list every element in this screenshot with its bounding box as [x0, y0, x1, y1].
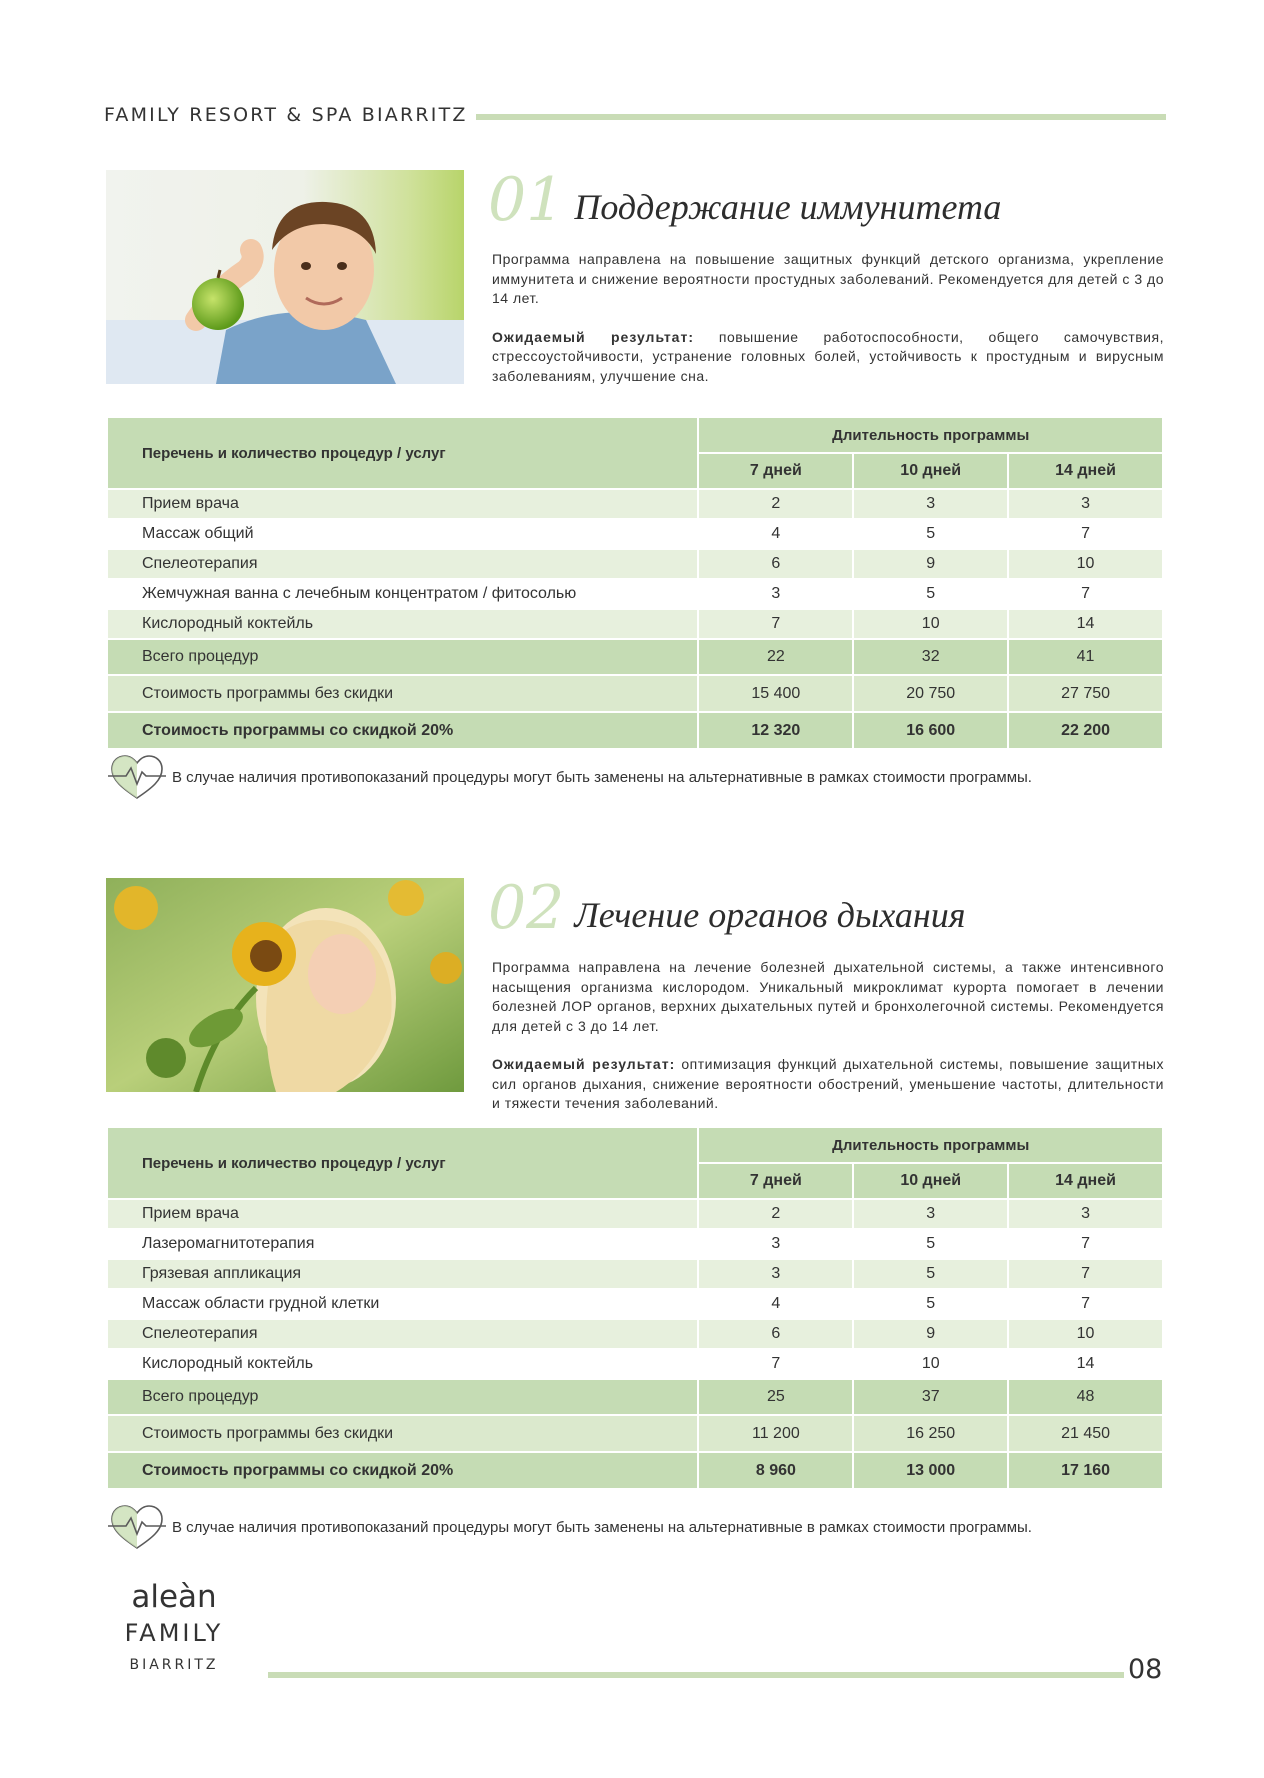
value-7: 4 [698, 519, 853, 549]
program-table [106, 1126, 1164, 1490]
procedure-name: Грязевая аппликация [107, 1259, 698, 1289]
procedure-name: Жемчужная ванна с лечебным концентратом / фитосолью [107, 579, 698, 609]
price-no-discount-label: Стоимость программы без скидки [107, 675, 698, 712]
value-10: 5 [853, 579, 1008, 609]
price-7: 11 200 [698, 1415, 853, 1452]
price-discount-row [107, 712, 1163, 749]
total-10: 37 [853, 1379, 1008, 1415]
value-14: 7 [1008, 1229, 1163, 1259]
value-14: 7 [1008, 519, 1163, 549]
value-7: 7 [698, 1349, 853, 1379]
program-heading [488, 873, 1164, 943]
col-10-days: 10 дней [853, 453, 1008, 489]
price-no-discount-row [107, 675, 1163, 712]
alean-family-logo [104, 1578, 244, 1676]
table-row [107, 1229, 1163, 1259]
value-10: 9 [853, 1319, 1008, 1349]
price-14: 21 450 [1008, 1415, 1163, 1452]
discount-price-7: 12 320 [698, 712, 853, 749]
value-10: 10 [853, 1349, 1008, 1379]
total-row [107, 639, 1163, 675]
description-text: Программа направлена на повышение защитных функций детского организма, укрепление иммунитета и снижение вероятности простудных заболеваний. Рекомендуется для детей с 3 до 14 лет. [492, 251, 1164, 306]
note-text: В случае наличия противопоказаний процедуры могут быть заменены на альтернативные в рамках стоимости программы. [172, 1518, 1032, 1536]
discount-price-10: 13 000 [853, 1452, 1008, 1489]
table-header-row [107, 1127, 1163, 1163]
expected-result [492, 1055, 1164, 1114]
table-row [107, 1349, 1163, 1379]
procedure-name: Спелеотерапия [107, 549, 698, 579]
value-10: 3 [853, 1199, 1008, 1229]
table-row [107, 519, 1163, 549]
boy-with-apple-photo [106, 170, 464, 384]
table-header-row [107, 417, 1163, 453]
procedure-name: Массаж общий [107, 519, 698, 549]
value-10: 9 [853, 549, 1008, 579]
total-7: 25 [698, 1379, 853, 1415]
duration-header: Длительность программы [698, 1127, 1163, 1163]
table-row [107, 1259, 1163, 1289]
result-text: повышение работоспособности, общего самочувствия, стрессоустойчивости, устранение головных болей, устойчивость к простудным и вирусным заболеваниям, улучшение сна. [492, 328, 1164, 384]
result-text: оптимизация функций дыхательной системы, повышение защитных сил органов дыхания, снижение вероятности обострений, уменьшение частоты, длительности и тяжести течения заболеваний. [492, 1056, 1164, 1111]
program-number: 02 [488, 873, 565, 943]
total-14: 48 [1008, 1379, 1163, 1415]
discount-price-10: 16 600 [853, 712, 1008, 749]
logo-family: FAMILY [124, 1619, 224, 1647]
procedure-name: Спелеотерапия [107, 1319, 698, 1349]
value-10: 5 [853, 519, 1008, 549]
value-7: 6 [698, 1319, 853, 1349]
value-7: 7 [698, 609, 853, 639]
col-14-days: 14 дней [1008, 1163, 1163, 1199]
procedure-name: Лазеромагнитотерапия [107, 1229, 698, 1259]
result-label: Ожидаемый результат: [492, 1056, 676, 1072]
value-10: 5 [853, 1289, 1008, 1319]
total-row [107, 1379, 1163, 1415]
total-14: 41 [1008, 639, 1163, 675]
program-number: 01 [488, 165, 565, 235]
total-label: Всего процедур [107, 639, 698, 675]
program-description [492, 250, 1164, 386]
value-10: 5 [853, 1229, 1008, 1259]
page-header [104, 100, 1166, 130]
procedure-name: Прием врача [107, 1199, 698, 1229]
discount-price-7: 8 960 [698, 1452, 853, 1489]
price-7: 15 400 [698, 675, 853, 712]
value-7: 4 [698, 1289, 853, 1319]
table-row [107, 549, 1163, 579]
table-row [107, 579, 1163, 609]
discount-price-14: 22 200 [1008, 712, 1163, 749]
value-10: 10 [853, 609, 1008, 639]
value-14: 7 [1008, 1259, 1163, 1289]
girl-with-sunflower-photo [106, 878, 464, 1092]
col-7-days: 7 дней [698, 453, 853, 489]
value-14: 10 [1008, 549, 1163, 579]
program-title: Лечение органов дыхания [574, 895, 966, 935]
procedure-name: Массаж области грудной клетки [107, 1289, 698, 1319]
price-discount-label: Стоимость программы со скидкой 20% [107, 712, 698, 749]
contraindication-note [106, 1502, 1164, 1552]
logo-location: BIARRITZ [129, 1657, 219, 1673]
value-7: 2 [698, 1199, 853, 1229]
value-7: 3 [698, 1259, 853, 1289]
heart-pulse-icon [106, 1502, 168, 1552]
services-header: Перечень и количество процедур / услуг [107, 417, 698, 489]
value-10: 5 [853, 1259, 1008, 1289]
total-7: 22 [698, 639, 853, 675]
note-text: В случае наличия противопоказаний процедуры могут быть заменены на альтернативные в рамках стоимости программы. [172, 768, 1032, 786]
col-10-days: 10 дней [853, 1163, 1008, 1199]
procedure-name: Кислородный коктейль [107, 1349, 698, 1379]
description-text: Программа направлена на лечение болезней дыхательной системы, а также интенсивного насыщения организма кислородом. Уникальный микроклимат курорта помогает в лечении болезней ЛОР органов, верхних дыхательных путей и бронхолегочной системы. Рекомендуется для детей с 3 до 14 лет. [492, 959, 1164, 1034]
contraindication-note [106, 752, 1164, 802]
table-row [107, 1319, 1163, 1349]
program-heading [488, 165, 1164, 235]
procedure-name: Прием врача [107, 489, 698, 519]
price-no-discount-row [107, 1415, 1163, 1452]
program-table [106, 416, 1164, 750]
expected-result [492, 328, 1164, 387]
program-description [492, 958, 1164, 1114]
value-14: 7 [1008, 579, 1163, 609]
table-row [107, 1289, 1163, 1319]
value-14: 3 [1008, 489, 1163, 519]
discount-price-14: 17 160 [1008, 1452, 1163, 1489]
header-title: FAMILY RESORT & SPA BIARRITZ [104, 104, 468, 126]
table-row [107, 489, 1163, 519]
total-10: 32 [853, 639, 1008, 675]
services-header: Перечень и количество процедур / услуг [107, 1127, 698, 1199]
duration-header: Длительность программы [698, 417, 1163, 453]
program-title: Поддержание иммунитета [574, 187, 1002, 227]
price-14: 27 750 [1008, 675, 1163, 712]
value-7: 2 [698, 489, 853, 519]
value-14: 14 [1008, 1349, 1163, 1379]
heart-pulse-icon [106, 752, 168, 802]
value-10: 3 [853, 489, 1008, 519]
result-label: Ожидаемый результат: [492, 328, 694, 345]
price-no-discount-label: Стоимость программы без скидки [107, 1415, 698, 1452]
value-7: 3 [698, 579, 853, 609]
value-14: 3 [1008, 1199, 1163, 1229]
footer-divider [268, 1672, 1124, 1678]
col-14-days: 14 дней [1008, 453, 1163, 489]
page-number: 08 [1128, 1654, 1163, 1685]
col-7-days: 7 дней [698, 1163, 853, 1199]
total-label: Всего процедур [107, 1379, 698, 1415]
logo-brand: aleàn [131, 1579, 217, 1615]
table-row [107, 609, 1163, 639]
price-10: 20 750 [853, 675, 1008, 712]
price-discount-row [107, 1452, 1163, 1489]
value-14: 7 [1008, 1289, 1163, 1319]
table-row [107, 1199, 1163, 1229]
value-14: 10 [1008, 1319, 1163, 1349]
value-14: 14 [1008, 609, 1163, 639]
header-divider [476, 114, 1166, 120]
value-7: 6 [698, 549, 853, 579]
price-discount-label: Стоимость программы со скидкой 20% [107, 1452, 698, 1489]
value-7: 3 [698, 1229, 853, 1259]
procedure-name: Кислородный коктейль [107, 609, 698, 639]
price-10: 16 250 [853, 1415, 1008, 1452]
